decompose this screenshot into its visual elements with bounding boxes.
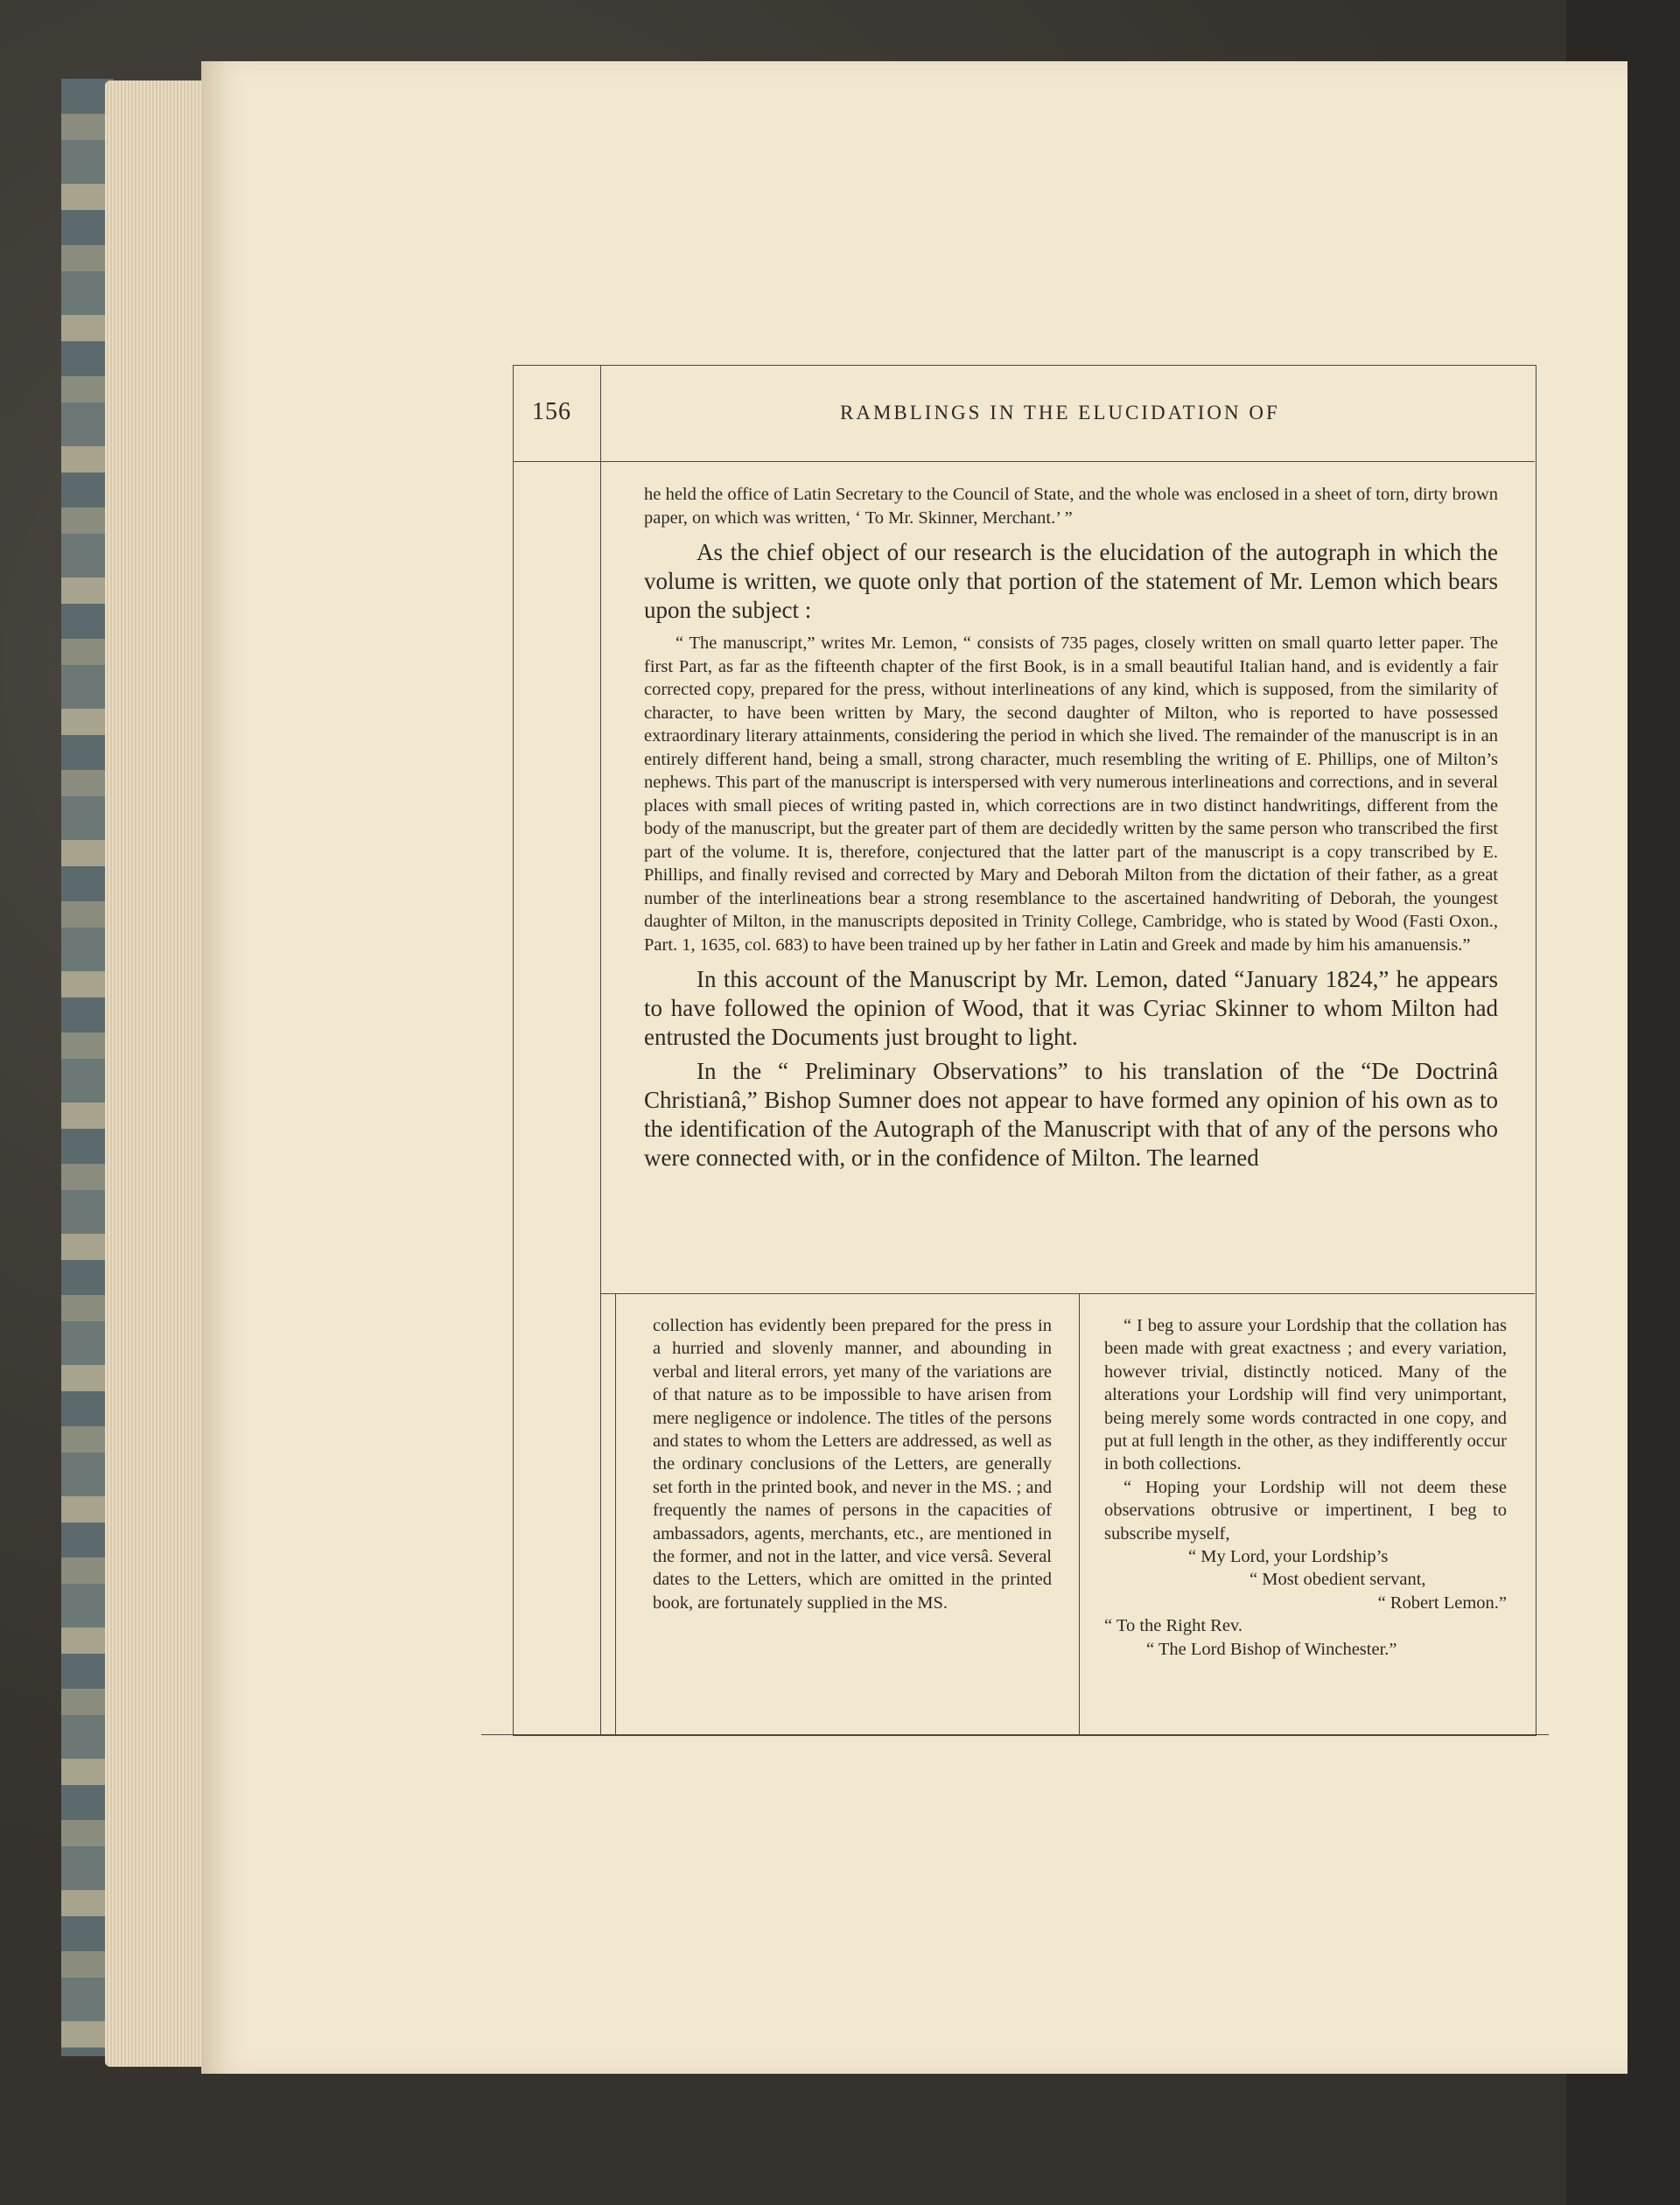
running-head: RAMBLINGS IN THE ELUCIDATION OF (840, 402, 1280, 424)
paragraph-preliminary: In the “ Preliminary Observations” to his translation of the “De Doctrinâ Christianâ,” Bishop Sumner does not appear to have formed any opinion of his own as to the identification of the Autograph of the Manuscript with that of any of the persons who were connected with, or in the confidence of Milton. The learned (644, 1058, 1498, 1171)
letter-signature: “ Robert Lemon.” (1377, 1592, 1507, 1613)
letter-closing-1: “ My Lord, your Lordship’s (1188, 1547, 1389, 1567)
bottom-rule (481, 1734, 1549, 1735)
header-rule (513, 461, 1535, 462)
block-quote-lemon: “ The manuscript,” writes Mr. Lemon, “ consists of 735 pages, closely written on small quarto letter paper. The first Part, as far as the fifteenth chapter of the first Book, is in a small beautiful Italian hand, and is evidently a fair corrected copy, prepared for the press, without interlineations of any kind, which is supposed, from the similarity of character, to have been written by Mary, the second daughter of Milton, who is reported to have possessed extraordinary literary attainments, considering the period in which she lived. The remainder of the manuscript is in an entirely different hand, being a small, strong character, much resembling the writing of E. Phillips, one of Milton’s nephews. This part of the manuscript is interspersed with very numerous interlineations and corrections, and in several places with small pieces of writing pasted in, which corrections are in two distinct handwritings, different from the body of the manuscript, but the greater part of them are decidedly written by the same person who transcribed the first part of the volume. It is, therefore, conjectured that the latter part of the manuscript is a copy transcribed by E. Phillips, and finally revised and corrected by Mary and Deborah Milton from the dictation of their father, as a great number of the interlineations bear a strong resemblance to the ascertained handwriting of Deborah, the youngest daughter of Milton, in the manuscripts deposited in Trinity College, Cambridge, who is stated by Wood (Fasti Oxon., Part. 1, 1635, col. 683) to have been trained up by her father in Latin and Greek and made by him his amanuensis.” (644, 634, 1498, 955)
page-number: 156 (532, 398, 571, 425)
footnote-left-rule (615, 1293, 616, 1734)
footnote-letter-p2: “ Hoping your Lordship will not deem these observations obtrusive or impertinent, I beg to subscribe myself, (1104, 1477, 1507, 1544)
footnote-column-divider (1079, 1293, 1080, 1734)
footnote-rule (600, 1293, 1535, 1294)
paragraph-continued: he held the office of Latin Secretary to the Council of State, and the whole was enclosed in a sheet of torn, dirty brown paper, on which was written, ‘ To Mr. Skinner, Merchant.’ ” (644, 485, 1498, 528)
letter-closing-2: “ Most obedient servant, (1250, 1570, 1426, 1590)
letter-address-1: “ To the Right Rev. (1104, 1616, 1242, 1636)
paragraph-account: In this account of the Manuscript by Mr. Lemon, dated “January 1824,” he appears to have followed the opinion of Wood, that it was Cyriac Skinner to whom Milton had entrusted the Documents just brought to light. (644, 966, 1498, 1050)
letter-address-2: “ The Lord Bishop of Winchester.” (1146, 1639, 1397, 1659)
footnote-right-column (1104, 1314, 1507, 1661)
footnote-left-column: collection has evidently been prepared for the press in a hurried and slovenly manner, and abounding in verbal and literal errors, yet many of the variations are of that nature as to be impossible to have arisen from mere negligence or indolence. The titles of the persons and states to whom the Letters are addressed, as well as the ordinary conclusions of the Letters, are generally set forth in the printed book, and never in the MS. ; and frequently the names of persons in the capacities of ambassadors, agents, merchants, etc., are mentioned in the former, and not in the latter, and vice versâ. Several dates to the Letters, which are omitted in the printed book, are fortunately supplied in the MS. (653, 1316, 1052, 1613)
margin-rule (600, 365, 601, 1734)
footnote-letter-p1: “ I beg to assure your Lordship that the collation has been made with great exactness ; and every variation, however trivial, distinctly noticed. Many of the alterations your Lordship will find very unimportant, being merely some words contracted in one copy, and put at full length in the other, as they indifferently occur in both collections. (1104, 1316, 1507, 1474)
main-text (644, 483, 1498, 1172)
paragraph-research: As the chief object of our research is the elucidation of the autograph in which the volume is written, we quote only that portion of the statement of Mr. Lemon which bears upon the subject : (644, 539, 1498, 623)
